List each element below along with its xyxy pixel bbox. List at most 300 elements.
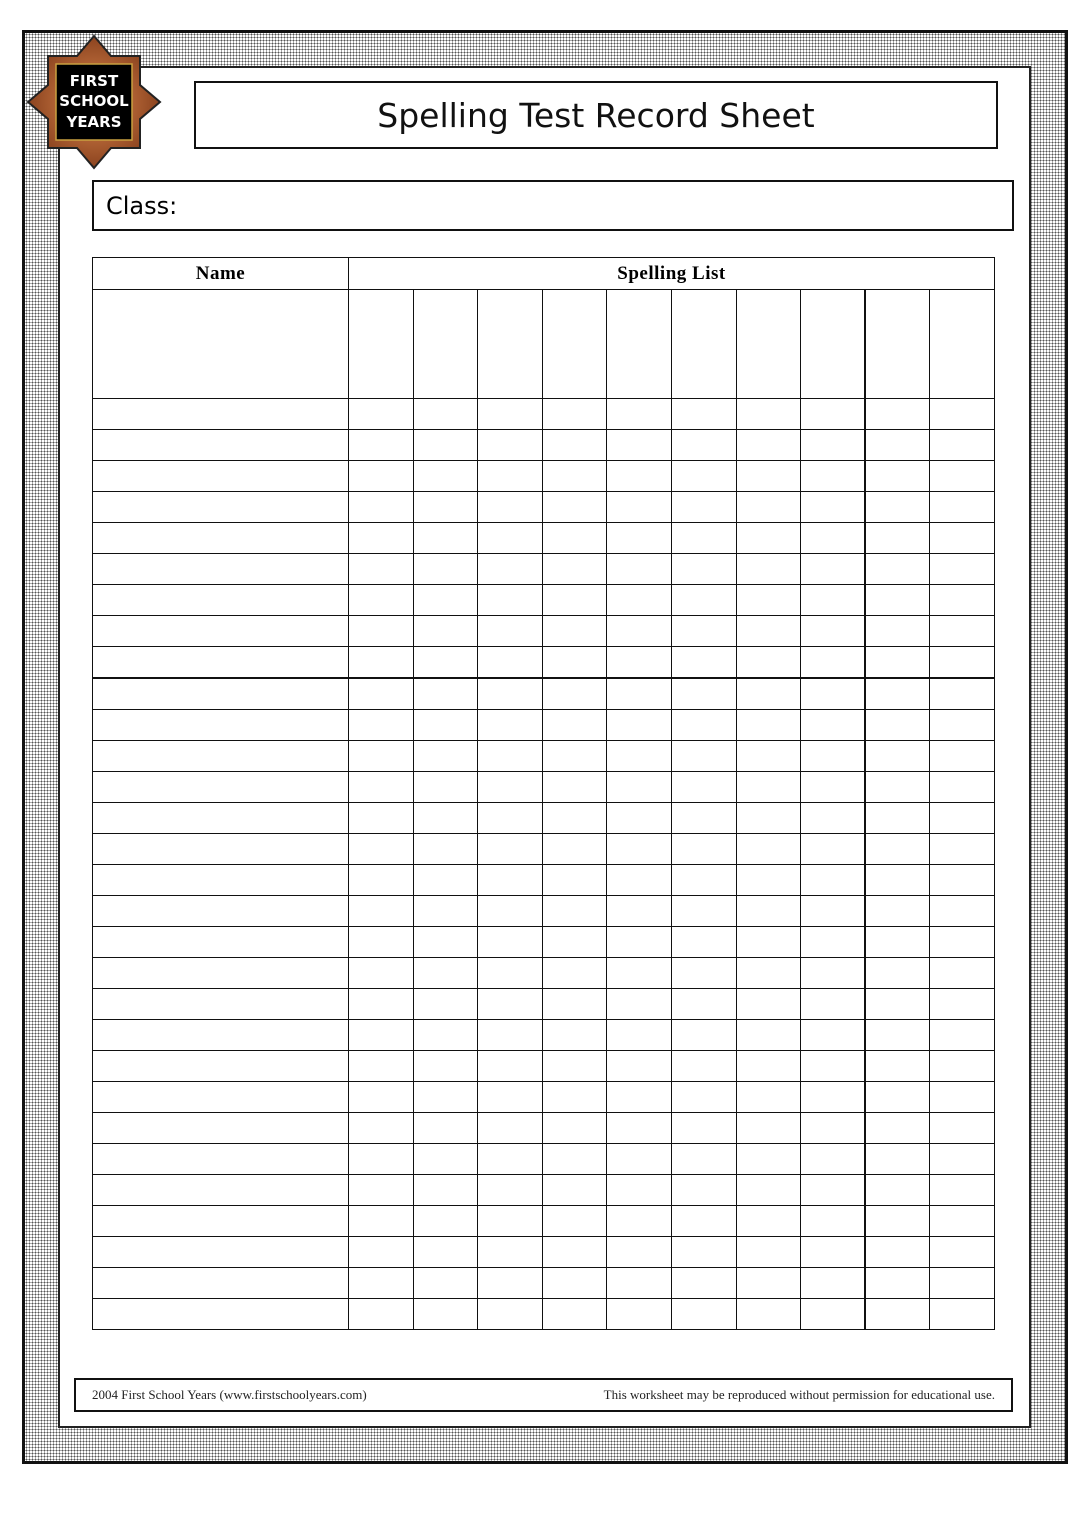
- score-cell[interactable]: [607, 834, 672, 865]
- score-cell[interactable]: [413, 1144, 478, 1175]
- spelling-word-cell[interactable]: [542, 290, 607, 399]
- score-cell[interactable]: [542, 865, 607, 896]
- score-cell[interactable]: [671, 399, 736, 430]
- score-cell[interactable]: [413, 1268, 478, 1299]
- score-cell[interactable]: [736, 1144, 801, 1175]
- score-cell[interactable]: [930, 1082, 995, 1113]
- score-cell[interactable]: [349, 1268, 414, 1299]
- score-cell[interactable]: [865, 710, 930, 741]
- student-name-cell[interactable]: [93, 989, 349, 1020]
- score-cell[interactable]: [542, 927, 607, 958]
- score-cell[interactable]: [607, 1268, 672, 1299]
- score-cell[interactable]: [930, 523, 995, 554]
- score-cell[interactable]: [607, 399, 672, 430]
- score-cell[interactable]: [801, 772, 866, 803]
- score-cell[interactable]: [478, 554, 543, 585]
- student-name-cell[interactable]: [93, 1268, 349, 1299]
- spelling-word-cell[interactable]: [671, 290, 736, 399]
- score-cell[interactable]: [736, 616, 801, 647]
- student-name-cell[interactable]: [93, 1082, 349, 1113]
- score-cell[interactable]: [865, 989, 930, 1020]
- score-cell[interactable]: [413, 927, 478, 958]
- student-name-cell[interactable]: [93, 430, 349, 461]
- student-name-cell[interactable]: [93, 1237, 349, 1268]
- score-cell[interactable]: [801, 1082, 866, 1113]
- score-cell[interactable]: [801, 1175, 866, 1206]
- score-cell[interactable]: [736, 803, 801, 834]
- score-cell[interactable]: [865, 1020, 930, 1051]
- student-name-cell[interactable]: [93, 896, 349, 927]
- score-cell[interactable]: [542, 523, 607, 554]
- student-name-cell[interactable]: [93, 1113, 349, 1144]
- score-cell[interactable]: [349, 927, 414, 958]
- score-cell[interactable]: [349, 834, 414, 865]
- score-cell[interactable]: [478, 523, 543, 554]
- score-cell[interactable]: [413, 710, 478, 741]
- score-cell[interactable]: [349, 1299, 414, 1330]
- score-cell[interactable]: [349, 1113, 414, 1144]
- student-name-cell[interactable]: [93, 1020, 349, 1051]
- score-cell[interactable]: [349, 803, 414, 834]
- score-cell[interactable]: [865, 1144, 930, 1175]
- score-cell[interactable]: [349, 1020, 414, 1051]
- score-cell[interactable]: [542, 710, 607, 741]
- score-cell[interactable]: [542, 741, 607, 772]
- score-cell[interactable]: [801, 958, 866, 989]
- score-cell[interactable]: [930, 989, 995, 1020]
- score-cell[interactable]: [865, 1237, 930, 1268]
- score-cell[interactable]: [413, 958, 478, 989]
- score-cell[interactable]: [413, 1299, 478, 1330]
- score-cell[interactable]: [671, 678, 736, 710]
- score-cell[interactable]: [542, 1144, 607, 1175]
- score-cell[interactable]: [478, 927, 543, 958]
- score-cell[interactable]: [671, 1144, 736, 1175]
- score-cell[interactable]: [801, 523, 866, 554]
- score-cell[interactable]: [801, 1113, 866, 1144]
- score-cell[interactable]: [542, 461, 607, 492]
- student-name-cell[interactable]: [93, 523, 349, 554]
- score-cell[interactable]: [736, 1206, 801, 1237]
- student-name-cell[interactable]: [93, 803, 349, 834]
- score-cell[interactable]: [865, 865, 930, 896]
- score-cell[interactable]: [542, 1175, 607, 1206]
- score-cell[interactable]: [542, 492, 607, 523]
- score-cell[interactable]: [607, 989, 672, 1020]
- score-cell[interactable]: [478, 865, 543, 896]
- score-cell[interactable]: [607, 958, 672, 989]
- score-cell[interactable]: [671, 1299, 736, 1330]
- score-cell[interactable]: [671, 896, 736, 927]
- score-cell[interactable]: [930, 430, 995, 461]
- score-cell[interactable]: [413, 772, 478, 803]
- student-name-cell[interactable]: [93, 647, 349, 679]
- score-cell[interactable]: [607, 430, 672, 461]
- score-cell[interactable]: [736, 1082, 801, 1113]
- score-cell[interactable]: [736, 1020, 801, 1051]
- score-cell[interactable]: [736, 927, 801, 958]
- score-cell[interactable]: [865, 430, 930, 461]
- score-cell[interactable]: [801, 865, 866, 896]
- score-cell[interactable]: [542, 989, 607, 1020]
- score-cell[interactable]: [736, 554, 801, 585]
- student-name-cell[interactable]: [93, 616, 349, 647]
- score-cell[interactable]: [671, 554, 736, 585]
- score-cell[interactable]: [478, 1299, 543, 1330]
- score-cell[interactable]: [930, 865, 995, 896]
- score-cell[interactable]: [478, 430, 543, 461]
- score-cell[interactable]: [930, 585, 995, 616]
- score-cell[interactable]: [865, 1082, 930, 1113]
- score-cell[interactable]: [413, 1113, 478, 1144]
- score-cell[interactable]: [865, 1051, 930, 1082]
- score-cell[interactable]: [478, 585, 543, 616]
- score-cell[interactable]: [413, 616, 478, 647]
- class-field[interactable]: [92, 180, 1014, 231]
- score-cell[interactable]: [671, 461, 736, 492]
- score-cell[interactable]: [478, 989, 543, 1020]
- score-cell[interactable]: [413, 803, 478, 834]
- score-cell[interactable]: [736, 1268, 801, 1299]
- score-cell[interactable]: [865, 958, 930, 989]
- score-cell[interactable]: [801, 834, 866, 865]
- score-cell[interactable]: [736, 989, 801, 1020]
- score-cell[interactable]: [478, 1051, 543, 1082]
- score-cell[interactable]: [349, 492, 414, 523]
- score-cell[interactable]: [736, 461, 801, 492]
- score-cell[interactable]: [542, 399, 607, 430]
- score-cell[interactable]: [413, 461, 478, 492]
- score-cell[interactable]: [478, 616, 543, 647]
- score-cell[interactable]: [607, 1299, 672, 1330]
- student-name-cell[interactable]: [93, 865, 349, 896]
- score-cell[interactable]: [865, 741, 930, 772]
- score-cell[interactable]: [542, 958, 607, 989]
- score-cell[interactable]: [736, 741, 801, 772]
- score-cell[interactable]: [801, 554, 866, 585]
- score-cell[interactable]: [865, 492, 930, 523]
- score-cell[interactable]: [349, 1175, 414, 1206]
- student-name-cell[interactable]: [93, 492, 349, 523]
- score-cell[interactable]: [671, 927, 736, 958]
- student-name-cell[interactable]: [93, 958, 349, 989]
- score-cell[interactable]: [349, 1051, 414, 1082]
- score-cell[interactable]: [801, 585, 866, 616]
- student-name-cell[interactable]: [93, 585, 349, 616]
- score-cell[interactable]: [607, 803, 672, 834]
- score-cell[interactable]: [930, 1051, 995, 1082]
- score-cell[interactable]: [801, 1237, 866, 1268]
- score-cell[interactable]: [671, 741, 736, 772]
- score-cell[interactable]: [607, 647, 672, 679]
- score-cell[interactable]: [930, 772, 995, 803]
- score-cell[interactable]: [801, 616, 866, 647]
- score-cell[interactable]: [349, 865, 414, 896]
- score-cell[interactable]: [478, 1237, 543, 1268]
- score-cell[interactable]: [349, 1206, 414, 1237]
- score-cell[interactable]: [930, 1113, 995, 1144]
- score-cell[interactable]: [865, 616, 930, 647]
- score-cell[interactable]: [671, 865, 736, 896]
- score-cell[interactable]: [478, 1082, 543, 1113]
- score-cell[interactable]: [542, 616, 607, 647]
- score-cell[interactable]: [801, 492, 866, 523]
- student-name-cell[interactable]: [93, 927, 349, 958]
- score-cell[interactable]: [413, 647, 478, 679]
- score-cell[interactable]: [930, 461, 995, 492]
- score-cell[interactable]: [801, 647, 866, 679]
- score-cell[interactable]: [671, 585, 736, 616]
- score-cell[interactable]: [478, 1020, 543, 1051]
- score-cell[interactable]: [542, 554, 607, 585]
- score-cell[interactable]: [930, 616, 995, 647]
- score-cell[interactable]: [413, 1082, 478, 1113]
- student-name-cell[interactable]: [93, 1175, 349, 1206]
- score-cell[interactable]: [671, 803, 736, 834]
- score-cell[interactable]: [607, 616, 672, 647]
- score-cell[interactable]: [542, 1299, 607, 1330]
- score-cell[interactable]: [736, 1299, 801, 1330]
- score-cell[interactable]: [349, 461, 414, 492]
- score-cell[interactable]: [930, 554, 995, 585]
- score-cell[interactable]: [478, 1175, 543, 1206]
- score-cell[interactable]: [413, 1051, 478, 1082]
- score-cell[interactable]: [865, 803, 930, 834]
- score-cell[interactable]: [542, 834, 607, 865]
- score-cell[interactable]: [607, 772, 672, 803]
- score-cell[interactable]: [607, 865, 672, 896]
- spelling-word-cell[interactable]: [865, 290, 930, 399]
- score-cell[interactable]: [736, 399, 801, 430]
- spelling-word-cell[interactable]: [349, 290, 414, 399]
- spelling-word-cell[interactable]: [413, 290, 478, 399]
- score-cell[interactable]: [671, 1206, 736, 1237]
- score-cell[interactable]: [607, 492, 672, 523]
- score-cell[interactable]: [930, 1144, 995, 1175]
- score-cell[interactable]: [930, 399, 995, 430]
- score-cell[interactable]: [607, 1175, 672, 1206]
- score-cell[interactable]: [671, 958, 736, 989]
- score-cell[interactable]: [413, 399, 478, 430]
- score-cell[interactable]: [865, 927, 930, 958]
- score-cell[interactable]: [478, 896, 543, 927]
- score-cell[interactable]: [542, 896, 607, 927]
- score-cell[interactable]: [542, 1206, 607, 1237]
- score-cell[interactable]: [607, 1082, 672, 1113]
- score-cell[interactable]: [865, 834, 930, 865]
- student-name-cell[interactable]: [93, 1299, 349, 1330]
- score-cell[interactable]: [801, 1206, 866, 1237]
- score-cell[interactable]: [607, 927, 672, 958]
- score-cell[interactable]: [671, 772, 736, 803]
- student-name-cell[interactable]: [93, 1206, 349, 1237]
- score-cell[interactable]: [349, 523, 414, 554]
- score-cell[interactable]: [607, 896, 672, 927]
- score-cell[interactable]: [607, 1206, 672, 1237]
- score-cell[interactable]: [607, 461, 672, 492]
- score-cell[interactable]: [865, 896, 930, 927]
- score-cell[interactable]: [736, 834, 801, 865]
- score-cell[interactable]: [865, 1268, 930, 1299]
- score-cell[interactable]: [542, 1113, 607, 1144]
- score-cell[interactable]: [349, 430, 414, 461]
- score-cell[interactable]: [671, 1082, 736, 1113]
- spelling-word-cell[interactable]: [478, 290, 543, 399]
- score-cell[interactable]: [607, 1020, 672, 1051]
- score-cell[interactable]: [413, 430, 478, 461]
- score-cell[interactable]: [671, 647, 736, 679]
- score-cell[interactable]: [607, 741, 672, 772]
- score-cell[interactable]: [930, 1020, 995, 1051]
- score-cell[interactable]: [478, 772, 543, 803]
- score-cell[interactable]: [349, 710, 414, 741]
- score-cell[interactable]: [413, 834, 478, 865]
- score-cell[interactable]: [736, 1113, 801, 1144]
- score-cell[interactable]: [478, 958, 543, 989]
- score-cell[interactable]: [801, 1299, 866, 1330]
- score-cell[interactable]: [736, 772, 801, 803]
- score-cell[interactable]: [478, 1268, 543, 1299]
- score-cell[interactable]: [801, 710, 866, 741]
- student-name-cell[interactable]: [93, 1144, 349, 1175]
- score-cell[interactable]: [671, 1051, 736, 1082]
- score-cell[interactable]: [542, 430, 607, 461]
- score-cell[interactable]: [865, 678, 930, 710]
- score-cell[interactable]: [736, 492, 801, 523]
- score-cell[interactable]: [865, 1299, 930, 1330]
- student-name-cell[interactable]: [93, 710, 349, 741]
- score-cell[interactable]: [478, 647, 543, 679]
- score-cell[interactable]: [413, 1206, 478, 1237]
- score-cell[interactable]: [865, 1113, 930, 1144]
- score-cell[interactable]: [865, 1206, 930, 1237]
- score-cell[interactable]: [736, 1051, 801, 1082]
- score-cell[interactable]: [671, 1237, 736, 1268]
- score-cell[interactable]: [865, 523, 930, 554]
- score-cell[interactable]: [671, 1268, 736, 1299]
- score-cell[interactable]: [542, 772, 607, 803]
- score-cell[interactable]: [542, 1082, 607, 1113]
- score-cell[interactable]: [542, 803, 607, 834]
- score-cell[interactable]: [413, 554, 478, 585]
- score-cell[interactable]: [349, 585, 414, 616]
- score-cell[interactable]: [413, 585, 478, 616]
- score-cell[interactable]: [349, 896, 414, 927]
- score-cell[interactable]: [930, 1237, 995, 1268]
- score-cell[interactable]: [736, 1237, 801, 1268]
- score-cell[interactable]: [801, 461, 866, 492]
- score-cell[interactable]: [930, 678, 995, 710]
- score-cell[interactable]: [478, 1113, 543, 1144]
- score-cell[interactable]: [930, 647, 995, 679]
- score-cell[interactable]: [607, 523, 672, 554]
- score-cell[interactable]: [607, 710, 672, 741]
- student-name-cell[interactable]: [93, 741, 349, 772]
- score-cell[interactable]: [478, 803, 543, 834]
- score-cell[interactable]: [930, 741, 995, 772]
- score-cell[interactable]: [542, 1268, 607, 1299]
- score-cell[interactable]: [736, 958, 801, 989]
- score-cell[interactable]: [478, 678, 543, 710]
- score-cell[interactable]: [865, 554, 930, 585]
- score-cell[interactable]: [413, 1237, 478, 1268]
- score-cell[interactable]: [349, 554, 414, 585]
- score-cell[interactable]: [671, 430, 736, 461]
- score-cell[interactable]: [349, 678, 414, 710]
- score-cell[interactable]: [542, 1237, 607, 1268]
- score-cell[interactable]: [801, 430, 866, 461]
- score-cell[interactable]: [671, 492, 736, 523]
- score-cell[interactable]: [801, 896, 866, 927]
- score-cell[interactable]: [930, 803, 995, 834]
- score-cell[interactable]: [478, 492, 543, 523]
- spelling-word-cell[interactable]: [801, 290, 866, 399]
- score-cell[interactable]: [671, 989, 736, 1020]
- score-cell[interactable]: [801, 1051, 866, 1082]
- score-cell[interactable]: [349, 1144, 414, 1175]
- score-cell[interactable]: [607, 585, 672, 616]
- score-cell[interactable]: [930, 958, 995, 989]
- score-cell[interactable]: [413, 865, 478, 896]
- student-name-cell[interactable]: [93, 399, 349, 430]
- student-name-cell[interactable]: [93, 1051, 349, 1082]
- spelling-word-cell[interactable]: [607, 290, 672, 399]
- score-cell[interactable]: [413, 678, 478, 710]
- score-cell[interactable]: [865, 399, 930, 430]
- score-cell[interactable]: [736, 523, 801, 554]
- student-name-cell[interactable]: [93, 834, 349, 865]
- score-cell[interactable]: [607, 678, 672, 710]
- score-cell[interactable]: [478, 834, 543, 865]
- student-name-cell[interactable]: [93, 461, 349, 492]
- score-cell[interactable]: [801, 989, 866, 1020]
- score-cell[interactable]: [478, 741, 543, 772]
- score-cell[interactable]: [736, 1175, 801, 1206]
- score-cell[interactable]: [736, 710, 801, 741]
- score-cell[interactable]: [413, 1175, 478, 1206]
- student-name-cell[interactable]: [93, 678, 349, 710]
- score-cell[interactable]: [413, 523, 478, 554]
- score-cell[interactable]: [930, 927, 995, 958]
- score-cell[interactable]: [736, 647, 801, 679]
- student-name-cell[interactable]: [93, 554, 349, 585]
- score-cell[interactable]: [478, 1206, 543, 1237]
- score-cell[interactable]: [801, 1020, 866, 1051]
- score-cell[interactable]: [478, 710, 543, 741]
- score-cell[interactable]: [413, 989, 478, 1020]
- score-cell[interactable]: [930, 1206, 995, 1237]
- score-cell[interactable]: [736, 678, 801, 710]
- score-cell[interactable]: [349, 958, 414, 989]
- score-cell[interactable]: [865, 585, 930, 616]
- score-cell[interactable]: [736, 585, 801, 616]
- score-cell[interactable]: [801, 741, 866, 772]
- score-cell[interactable]: [671, 523, 736, 554]
- score-cell[interactable]: [671, 1113, 736, 1144]
- score-cell[interactable]: [671, 834, 736, 865]
- score-cell[interactable]: [736, 865, 801, 896]
- score-cell[interactable]: [801, 1144, 866, 1175]
- score-cell[interactable]: [413, 896, 478, 927]
- score-cell[interactable]: [865, 772, 930, 803]
- score-cell[interactable]: [413, 492, 478, 523]
- score-cell[interactable]: [671, 616, 736, 647]
- score-cell[interactable]: [478, 1144, 543, 1175]
- score-cell[interactable]: [930, 1175, 995, 1206]
- spelling-word-cell[interactable]: [736, 290, 801, 399]
- score-cell[interactable]: [671, 1020, 736, 1051]
- score-cell[interactable]: [349, 989, 414, 1020]
